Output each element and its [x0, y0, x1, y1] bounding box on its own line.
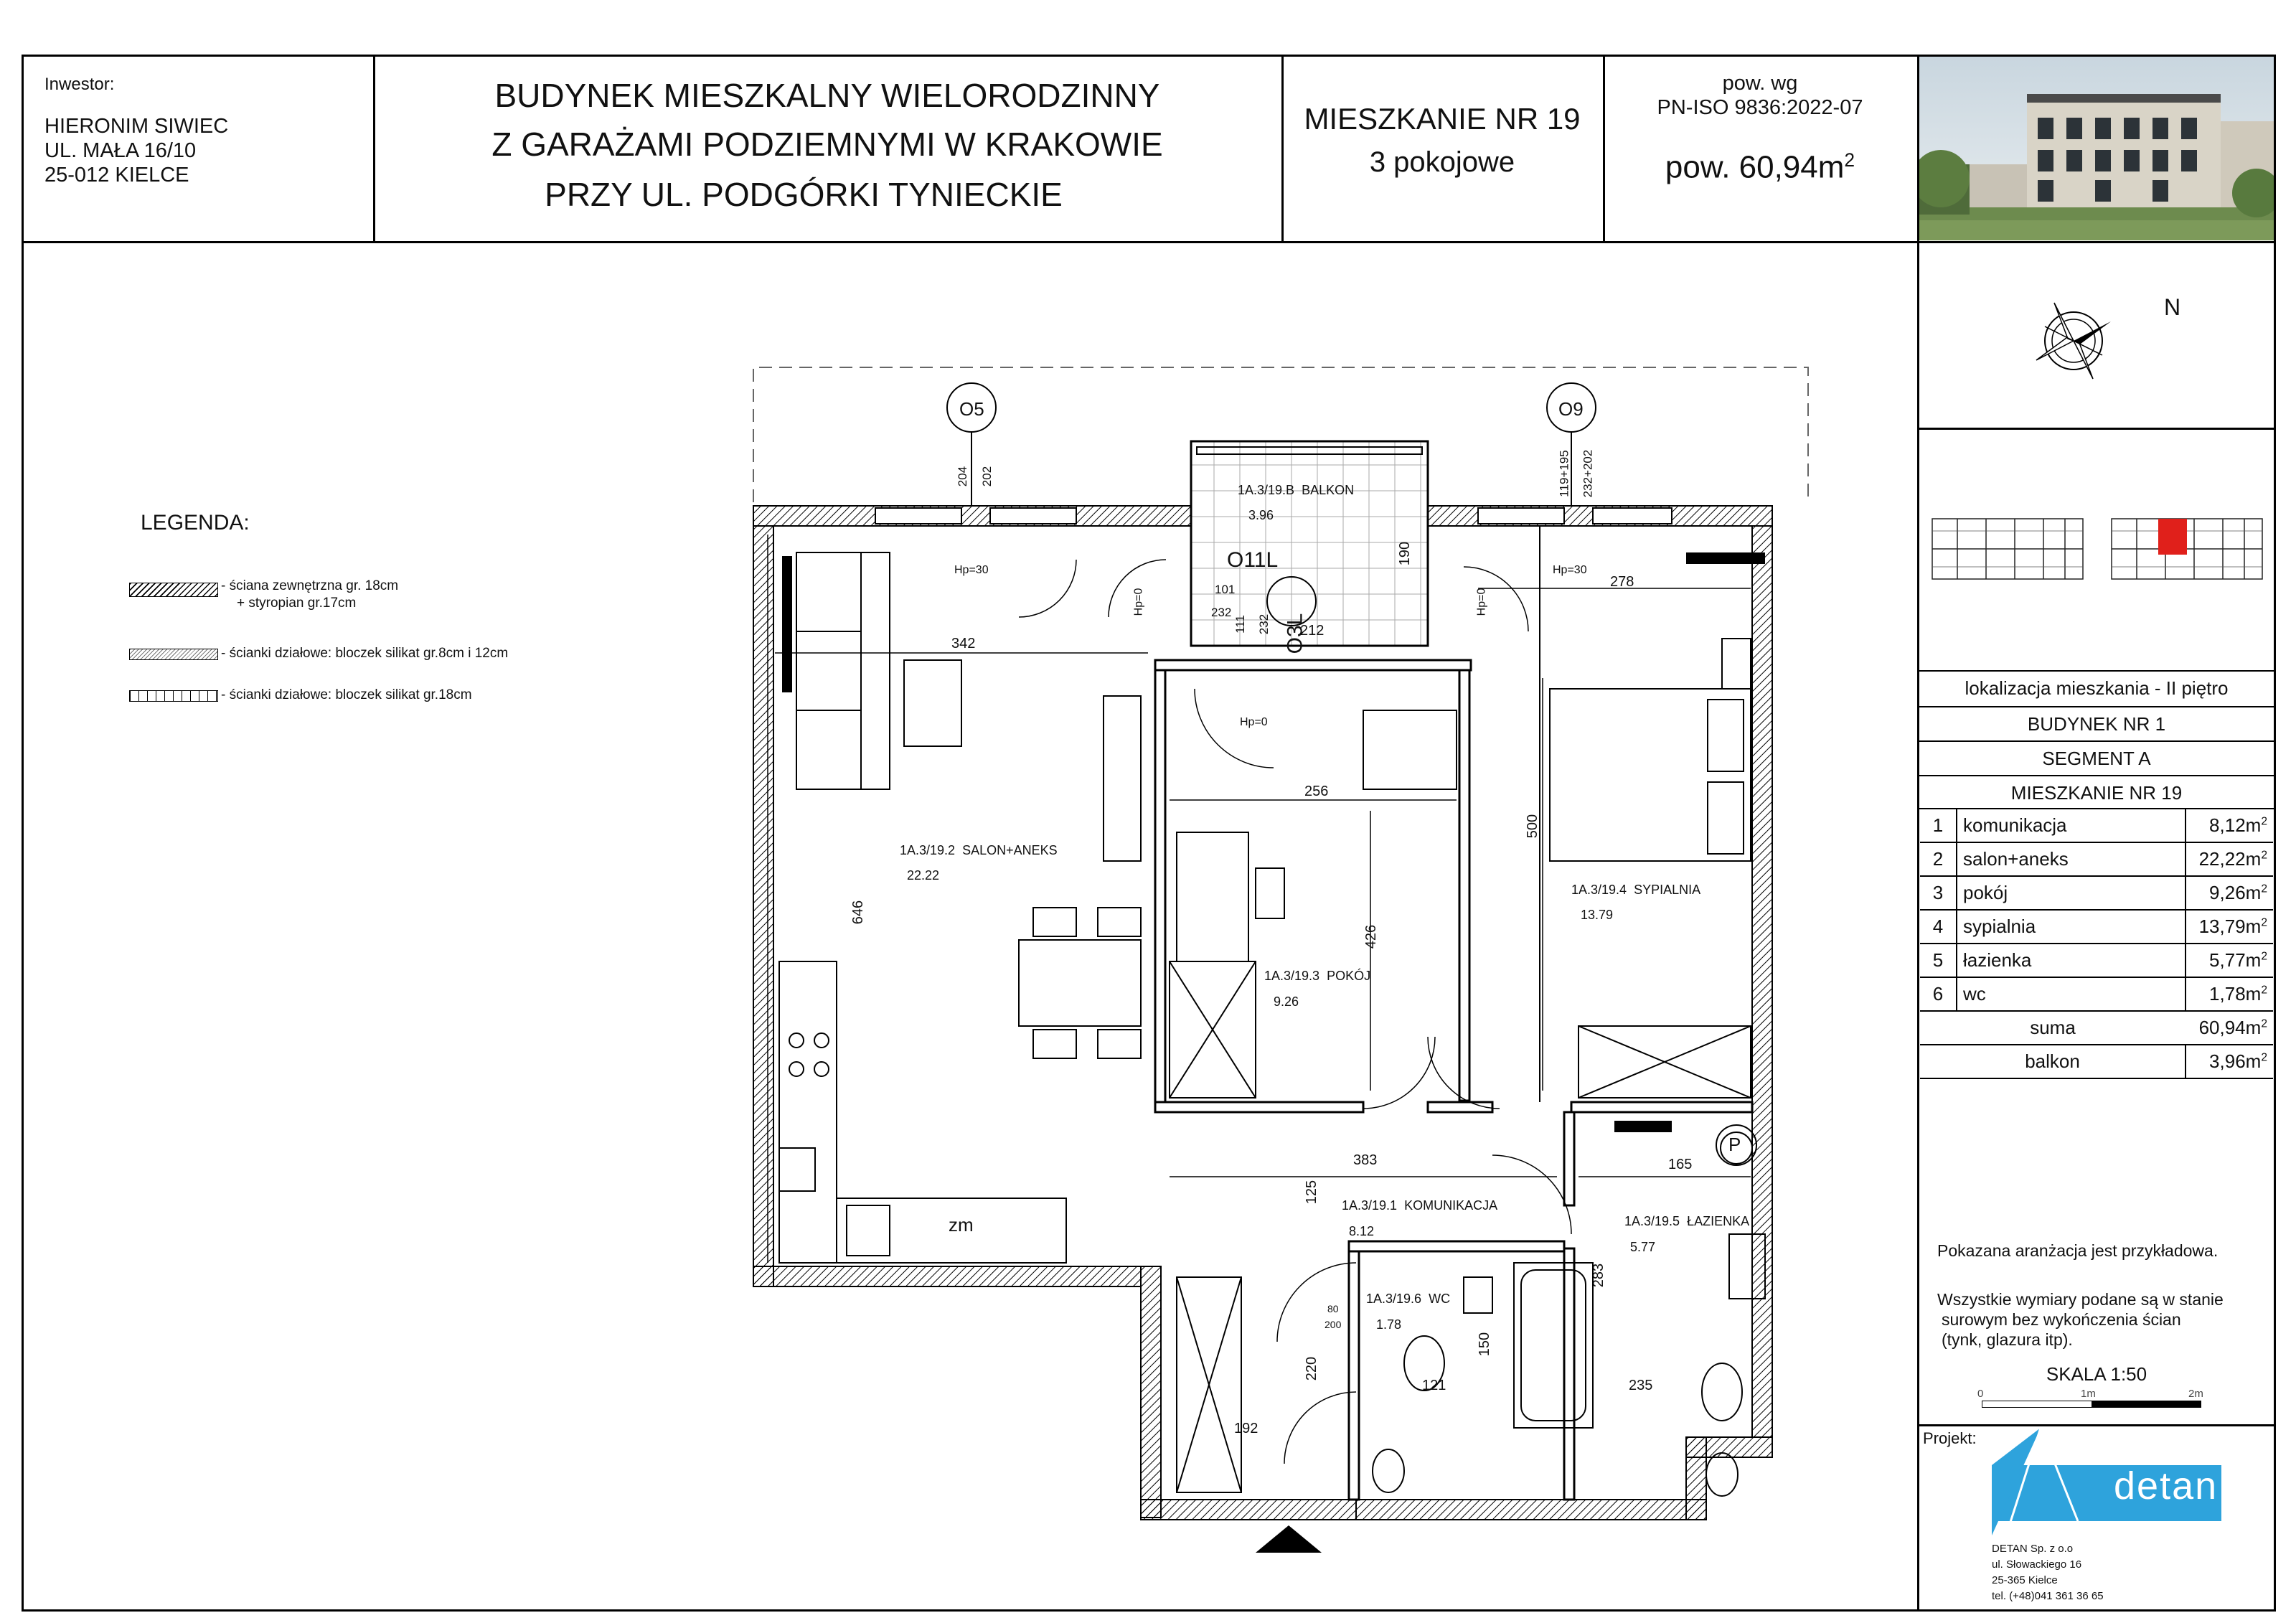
dim-212: 212 [1300, 623, 1325, 639]
project-title-line1: BUDYNEK MIESZKALNY WIELORODZINNY [494, 77, 1160, 114]
legend-title: LEGENDA: [141, 511, 250, 535]
company-line: DETAN Sp. z o.o [1992, 1543, 2074, 1555]
dim-80: 80 [1327, 1303, 1339, 1314]
zm-label: zm [949, 1214, 974, 1236]
project-title-line2: Z GARAŻAMI PODZIEMNYMI W KRAKOWIE [491, 126, 1163, 163]
room-salon-label: 1A.3/19.2 SALON+ANEKS [900, 843, 1058, 857]
side-divider [1917, 775, 2276, 776]
investor-city: 25-012 KIELCE [44, 164, 189, 187]
room-lazienka-label: 1A.3/19.5 ŁAZIENKA [1624, 1214, 1750, 1228]
room-pokoj-label: 1A.3/19.3 POKÓJ [1264, 969, 1371, 983]
project-label: Projekt: [1923, 1429, 1977, 1447]
room-balcony-area: 3.96 [1248, 508, 1274, 522]
dim-111: 111 [1233, 615, 1247, 634]
axis-label-o5: O5 [959, 398, 984, 420]
room-wc-area: 1.78 [1376, 1317, 1402, 1332]
hp-label: Hp=30 [954, 564, 989, 576]
legend-item-2: - ścianki działowe: bloczek silikat gr.8cm i 12cm [221, 646, 509, 661]
side-divider [1917, 706, 2276, 707]
table-row: 1 komunikacja $8,12m^2$ [1920, 809, 2273, 842]
dim-283: 283 [1591, 1263, 1607, 1288]
dim-342: 342 [951, 636, 976, 651]
dim-426: 426 [1363, 924, 1380, 949]
area-standard-line1: pow. wg [1722, 72, 1798, 95]
axis-label-o9: O9 [1558, 398, 1584, 420]
dim-646: 646 [850, 900, 867, 925]
scale-tick-0: 0 [1977, 1388, 1984, 1400]
dim-202: 202 [980, 466, 994, 487]
scale-label: SKALA 1:50 [2046, 1363, 2147, 1385]
hp-label: Hp=0 [1240, 716, 1268, 728]
legend-item-3: - ścianki działowe: bloczek silikat gr.18cm [221, 687, 472, 702]
apartment-title: MIESZKANIE NR 19 [1304, 102, 1581, 136]
company-line: ul. Słowackiego 16 [1992, 1558, 2082, 1571]
dim-232-202: 232+202 [1581, 449, 1595, 498]
table-row-sum: suma $60,94m^2$ [1920, 1011, 2273, 1045]
legend-item-1: - ściana zewnętrzna gr. 18cm [221, 578, 399, 593]
table-row: 5 łazienka $5,77m^2$ [1920, 944, 2273, 977]
dim-125: 125 [1304, 1180, 1320, 1205]
window-mark-o11l: O11L [1227, 548, 1279, 572]
dim-150: 150 [1477, 1332, 1493, 1357]
scale-tick-2: 2m [2188, 1388, 2203, 1400]
dim-121: 121 [1422, 1378, 1446, 1393]
dim-204: 204 [956, 466, 970, 487]
dimensions-note-line3: (tynk, glazura itp). [1942, 1330, 2073, 1349]
apartment-label: MIESZKANIE NR 19 [2010, 782, 2183, 804]
scale-tick-1: 1m [2081, 1388, 2096, 1400]
room-lazienka-area: 5.77 [1630, 1240, 1656, 1254]
area-total: pow. $60,94m^2$ [1665, 149, 1855, 185]
room-komunikacja-area: 8.12 [1349, 1224, 1375, 1238]
room-pokoj-area: 9.26 [1274, 994, 1299, 1009]
segment-label: SEGMENT A [2042, 748, 2151, 769]
project-title-line3: PRZY UL. PODGÓRKI TYNIECKIE [545, 176, 1063, 213]
room-komunikacja-label: 1A.3/19.1 KOMUNIKACJA [1342, 1198, 1498, 1213]
scale-bar [1982, 1401, 2201, 1408]
room-sypialnia-area: 13.79 [1581, 908, 1614, 922]
dimensions-note-line1: Wszystkie wymiary podane są w stanie [1937, 1290, 2224, 1309]
building-render-image [1919, 57, 2274, 240]
company-logo-text: detan [2114, 1464, 2219, 1507]
dim-220: 220 [1304, 1356, 1320, 1381]
room-balcony-label: 1A.3/19.B BALKON [1238, 483, 1355, 497]
company-line: tel. (+48)041 361 36 65 [1992, 1590, 2104, 1602]
compass-icon [2031, 294, 2117, 387]
building-label: BUDYNEK NR 1 [2027, 713, 2166, 735]
location-caption: lokalizacja mieszkania - II piętro [1965, 677, 2229, 699]
investor-label: Inwestor: [44, 75, 115, 94]
room-salon-area: 22.22 [907, 868, 940, 883]
room-wc-label: 1A.3/19.6 WC [1366, 1292, 1451, 1306]
dim-232: 232 [1211, 606, 1232, 619]
dim-165: 165 [1668, 1157, 1693, 1172]
dim-119-195: 119+195 [1557, 450, 1571, 497]
dim-200: 200 [1325, 1319, 1342, 1330]
p-label: P [1728, 1134, 1741, 1155]
side-divider [1917, 740, 2276, 742]
room-sypialnia-label: 1A.3/19.4 SYPIALNIA [1571, 883, 1701, 897]
table-row: 3 pokój $9,26m^2$ [1920, 876, 2273, 910]
location-key-plan [1929, 513, 2266, 585]
apartment-rooms: 3 pokojowe [1369, 146, 1515, 178]
side-divider [1917, 1424, 2276, 1426]
dim-235: 235 [1629, 1378, 1653, 1393]
compass-north-label: N [2164, 294, 2181, 320]
dim-192: 192 [1234, 1421, 1258, 1436]
table-row-balcony: balkon $3,96m^2$ [1920, 1045, 2273, 1078]
table-row: 6 wc $1,78m^2$ [1920, 977, 2273, 1011]
dim-383: 383 [1353, 1152, 1378, 1168]
dim-278: 278 [1610, 574, 1634, 590]
hp-label: Hp=0 [1132, 588, 1145, 616]
investor-name: HIERONIM SIWIEC [44, 115, 229, 138]
area-standard-line2: PN-ISO 9836:2022-07 [1657, 96, 1863, 119]
arrangement-note: Pokazana aranżacja jest przykładowa. [1937, 1241, 2219, 1260]
company-line: 25-365 Kielce [1992, 1574, 2058, 1586]
dimensions-note-line2: surowym bez wykończenia ścian [1942, 1310, 2181, 1329]
side-divider [1917, 670, 2276, 672]
dim-190: 190 [1397, 541, 1413, 566]
legend-item-1-sub: + styropian gr.17cm [237, 596, 357, 611]
table-row: 2 salon+aneks $22,22m^2$ [1920, 842, 2273, 876]
dim-101: 101 [1215, 583, 1236, 596]
table-row: 4 sypialnia $13,79m^2$ [1920, 910, 2273, 944]
dim-232b: 232 [1257, 613, 1271, 635]
hp-label: Hp=30 [1553, 564, 1587, 576]
side-divider [1917, 428, 2276, 430]
window-mark-o3l: O3L [1283, 613, 1307, 654]
hp-label: Hp=0 [1475, 588, 1488, 616]
dim-256: 256 [1304, 784, 1329, 799]
dim-500: 500 [1525, 814, 1541, 839]
area-table [1920, 809, 2273, 1079]
investor-street: UL. MAŁA 16/10 [44, 139, 197, 162]
